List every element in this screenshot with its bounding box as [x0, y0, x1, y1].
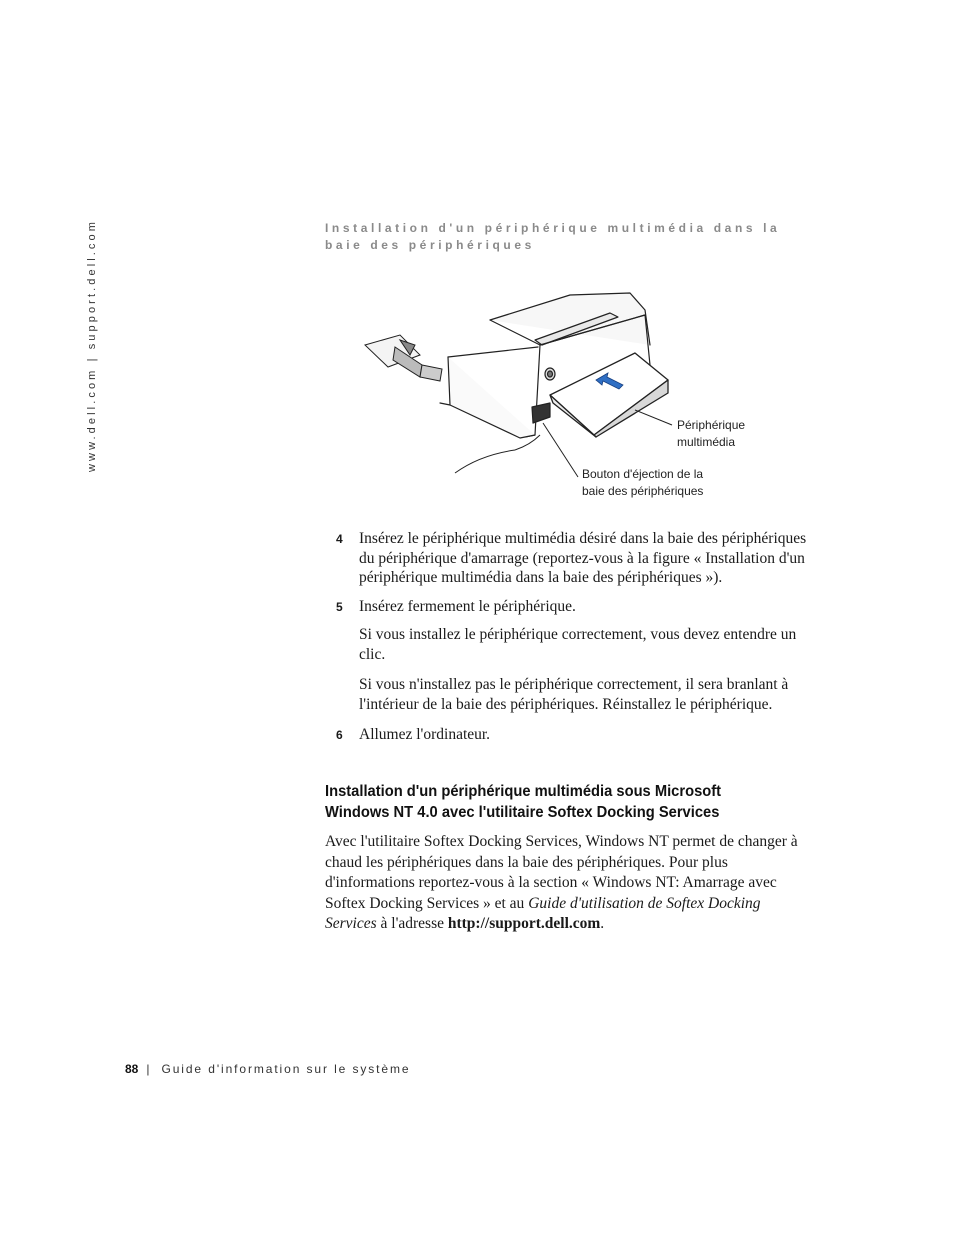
guide-name: Guide d'information sur le système [161, 1062, 411, 1076]
step-number: 6 [336, 728, 343, 742]
section-body-mid: à l'adresse [376, 915, 448, 932]
step-6 [336, 725, 816, 745]
step-5-note: Si vous n'installez pas le périphérique correctement, il sera branlant à l'intérieur de la baie des périphériques. Réinstallez le périphérique. [359, 676, 789, 713]
callout-media-line2: multimédia [677, 435, 736, 449]
media-device-module [550, 353, 668, 437]
page-footer [125, 1062, 410, 1076]
step-5 [336, 597, 816, 617]
page-number: 88 [125, 1062, 139, 1076]
support-link[interactable]: http://support.dell.com [447, 915, 601, 932]
callout-media-line1: Périphérique [677, 418, 746, 432]
footer-separator: | [146, 1062, 150, 1076]
callout-media-device [677, 417, 797, 451]
figure-title: Installation d'un périphérique multimédia dans la baie des périphériques [325, 221, 781, 252]
callout-eject-line2: baie des périphériques [582, 484, 704, 498]
callout-eject-line1: Bouton d'éjection de la [582, 467, 704, 481]
connector-ports-icon [365, 335, 442, 381]
callout-eject-button [582, 466, 752, 500]
step-number: 5 [336, 599, 343, 614]
section-body-end: . [600, 915, 605, 932]
step-text: Insérez le périphérique multimédia désiré dans la baie des périphériques du périphérique d'amarrage (reportez-vous à la figure « Installation d'un périphérique multimédia dans la baie des périphériques »). [359, 530, 807, 586]
section-body-start: Avec l'utilitaire Softex Docking Services, Windows NT permet de changer à chaud les périphériques dans la baie des périphériques. Pour plus d'informations reportez-vous à la section « Windows NT: Amarrage avec Softex Docking Services » et au [325, 833, 798, 912]
sidebar-url: www.dell.com | support.dell.com [86, 218, 98, 472]
step-number: 4 [336, 532, 343, 546]
step-5-note: Si vous installez le périphérique correctement, vous devez entendre un clic. [359, 626, 797, 663]
step-text: Insérez fermement le périphérique. [359, 597, 576, 615]
step-4 [336, 529, 816, 588]
section-heading: Installation d'un périphérique multimédia sous Microsoft Windows NT 4.0 avec l'utilitaire Softex Docking Services [325, 783, 722, 821]
section-body [325, 832, 810, 935]
guide-title: Guide d'utilisation de Softex Docking Services [325, 894, 761, 932]
installation-steps [336, 529, 816, 754]
step-text: Allumez l'ordinateur. [359, 726, 491, 743]
